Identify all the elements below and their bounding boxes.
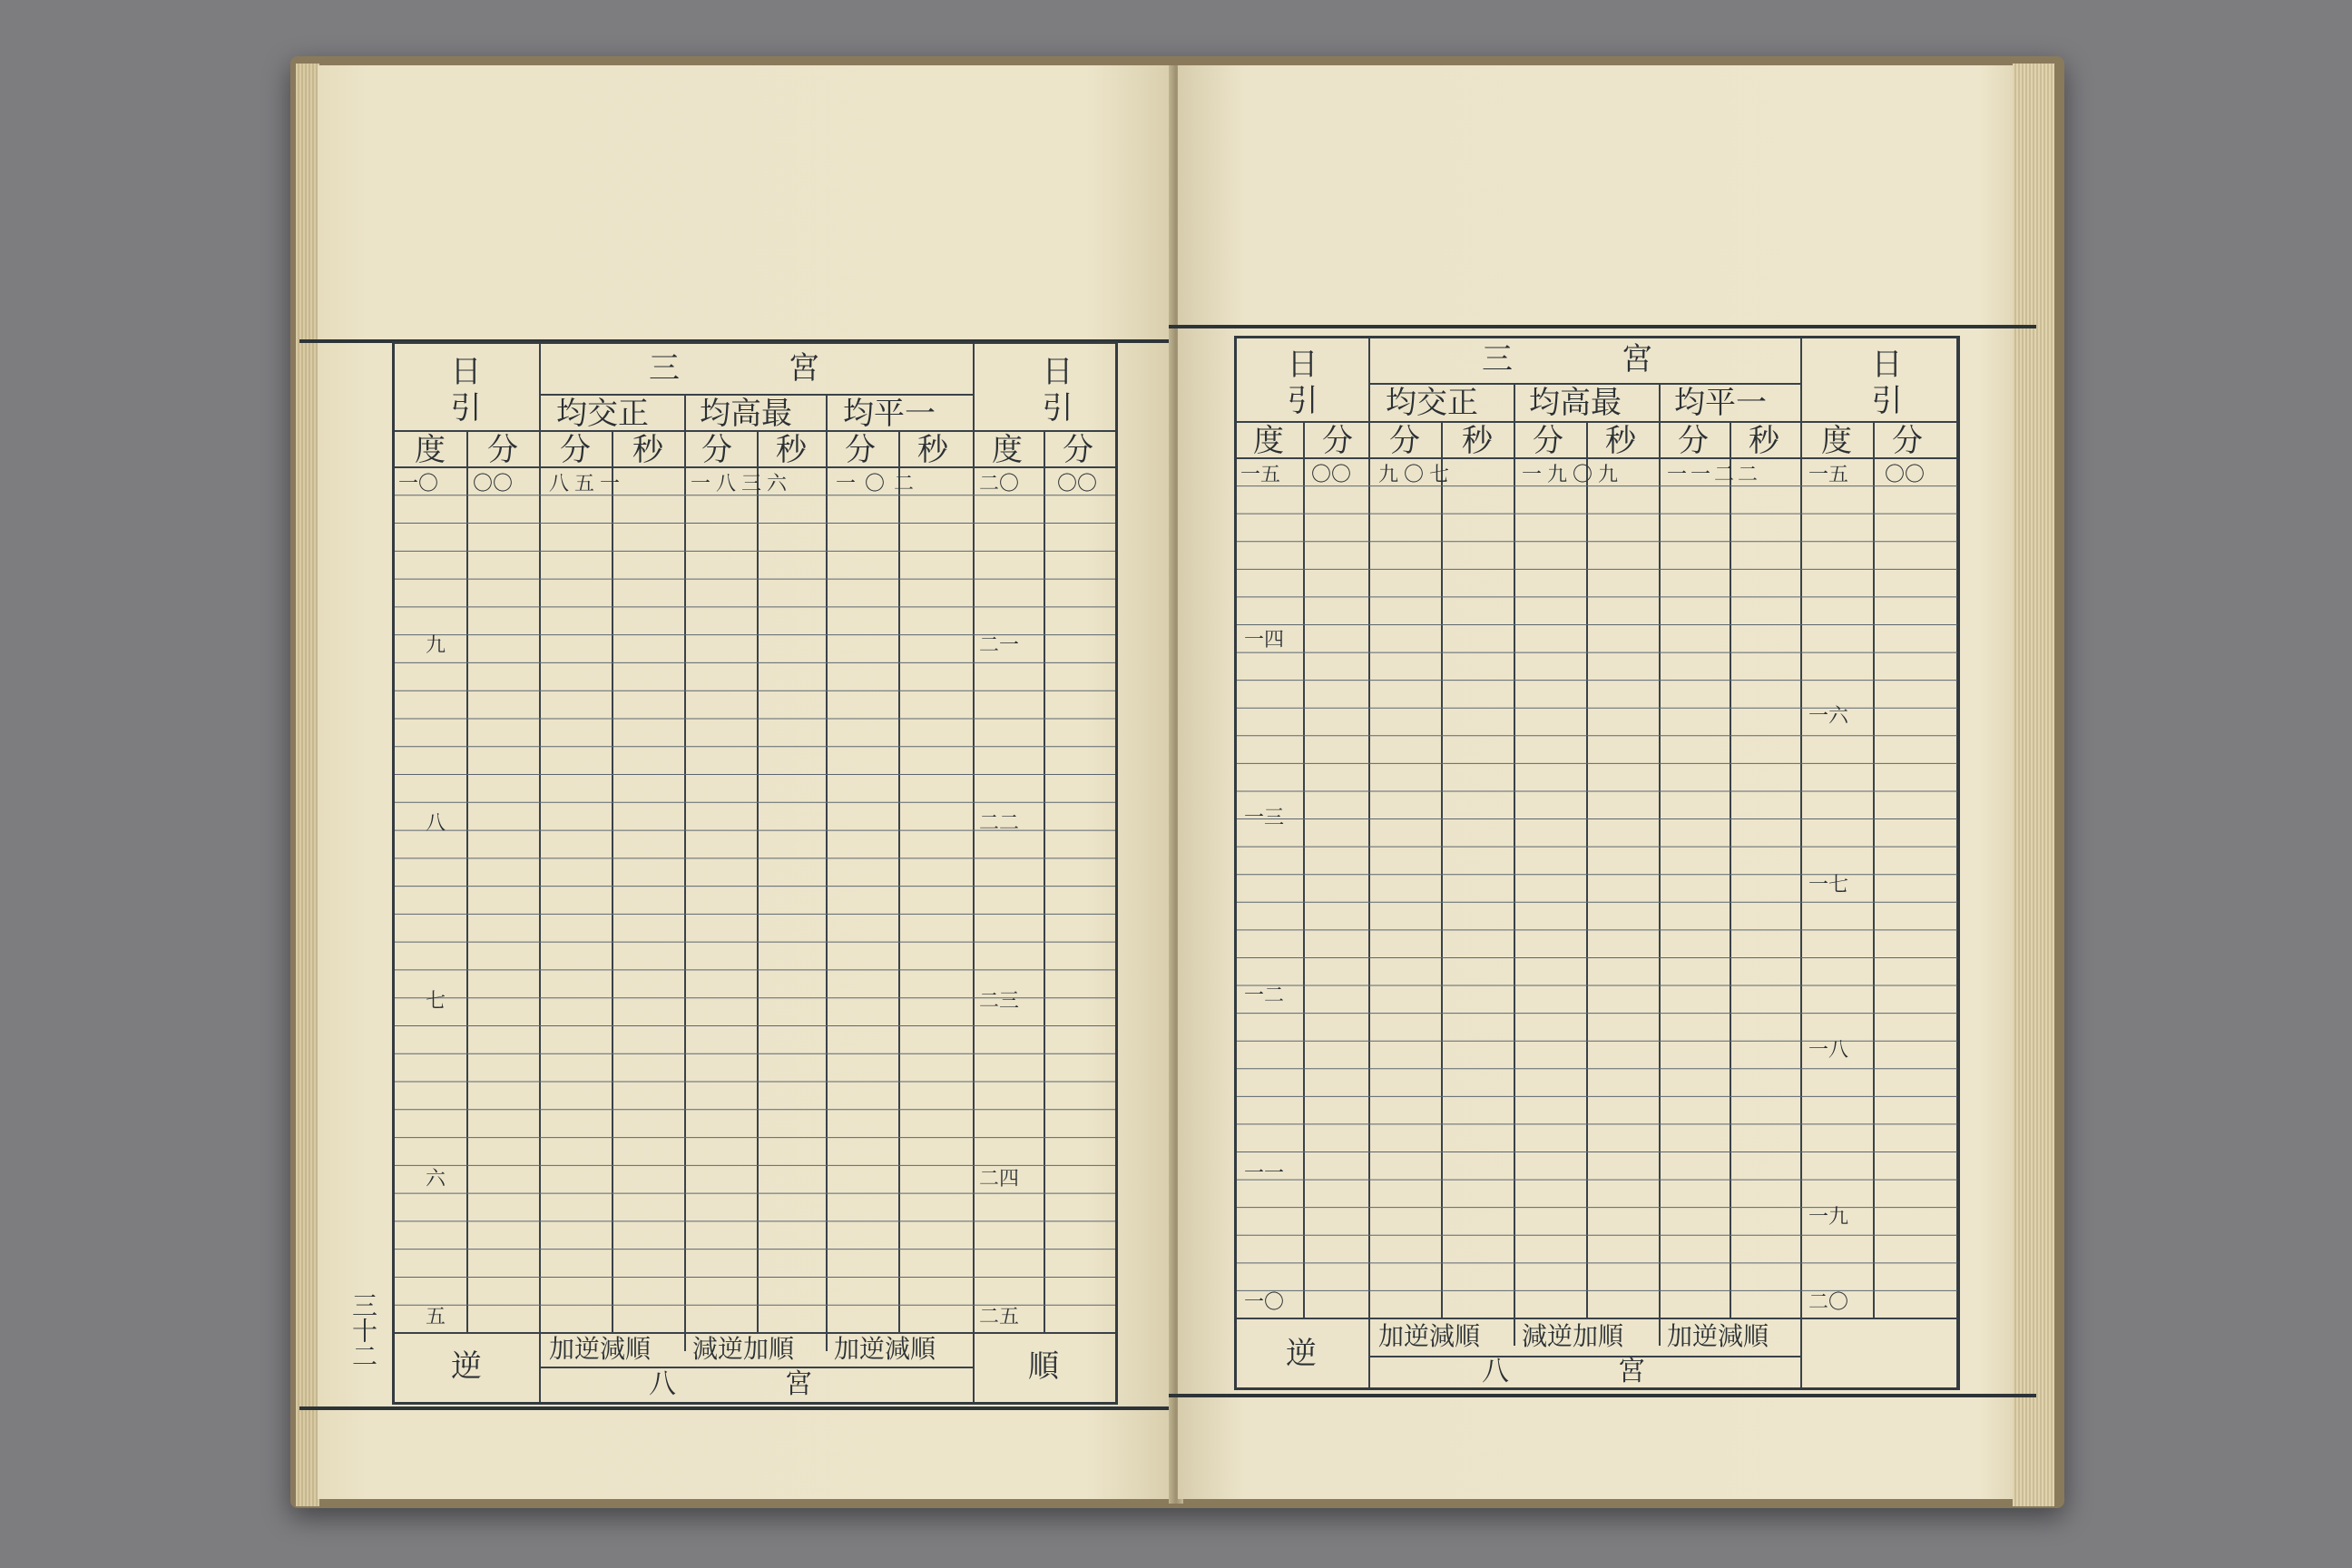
unit-header: 分: [1389, 423, 1420, 459]
footer-label: 加逆減順: [549, 1334, 652, 1364]
unit-header: 分: [560, 432, 591, 468]
deg-mark: 二四: [979, 1168, 1020, 1191]
first-row-col3: 一〇二: [836, 473, 924, 495]
first-row-rdeg: 二〇: [979, 473, 1020, 495]
sub-header-3: 均平一: [843, 396, 936, 432]
sub-header-2: 均高最: [700, 396, 792, 432]
deg-mark: 一〇: [1244, 1291, 1285, 1314]
first-row-col2: 一八三六: [691, 473, 793, 495]
unit-header: 度: [1253, 423, 1284, 459]
unit-header: 分: [1678, 423, 1709, 459]
unit-header: 分: [487, 432, 518, 468]
deg-mark: 二一: [979, 634, 1020, 657]
unit-header: 秒: [1462, 423, 1493, 459]
right-page-edges: [2013, 64, 2054, 1506]
deg-mark: 一四: [1244, 629, 1285, 652]
binding-thread-bottom: [1169, 1394, 2036, 1397]
right-table: [1234, 336, 1960, 1390]
first-row-min: 〇〇: [473, 473, 514, 495]
footer-label: 加逆減順: [834, 1334, 936, 1364]
unit-header: 秒: [1749, 423, 1779, 459]
unit-header: 度: [992, 432, 1023, 468]
deg-mark: 七: [426, 990, 446, 1013]
left-col-header: 日引: [1281, 348, 1318, 420]
deg-mark: 二二: [979, 812, 1020, 835]
deg-mark: 一一: [1244, 1162, 1285, 1185]
unit-header: 分: [701, 432, 732, 468]
deg-mark: 九: [426, 634, 446, 657]
left-table-grid: [395, 344, 1115, 1402]
deg-mark: 二〇: [1808, 1291, 1849, 1314]
sub-header-1: 均交正: [556, 396, 649, 432]
first-row-min: 〇〇: [1311, 464, 1352, 486]
footer-label: 加逆減順: [1667, 1321, 1769, 1351]
first-row-deg: 一五: [1240, 464, 1281, 486]
footer-right: 順: [1028, 1348, 1059, 1385]
first-row-deg: 一〇: [398, 473, 439, 495]
deg-mark: 一九: [1808, 1206, 1849, 1229]
unit-header: 秒: [632, 432, 663, 468]
deg-mark: 二三: [979, 990, 1020, 1013]
sub-header-2: 均高最: [1529, 385, 1622, 421]
unit-header: 度: [415, 432, 446, 468]
page-number: 三十二: [348, 1292, 378, 1368]
unit-header: 分: [845, 432, 876, 468]
binding-thread-bottom: [299, 1406, 1189, 1410]
unit-header: 度: [1821, 423, 1852, 459]
deg-mark: 一六: [1808, 705, 1849, 728]
footer-left: 逆: [451, 1348, 482, 1385]
unit-header: 分: [1533, 423, 1563, 459]
right-col-header: 日引: [1036, 355, 1073, 427]
footer-left: 逆: [1286, 1336, 1317, 1372]
deg-mark: 八: [426, 812, 446, 835]
group-title-bottom: 八宮: [1482, 1356, 1754, 1387]
right-page: [1178, 65, 2013, 1499]
unit-header: 分: [1322, 423, 1353, 459]
first-row-col3: 一一二二: [1667, 464, 1762, 486]
first-row-col1: 八五一: [549, 473, 626, 495]
sub-header-3: 均平一: [1674, 385, 1767, 421]
unit-header: 秒: [776, 432, 807, 468]
group-title-bottom: 八宮: [649, 1368, 921, 1400]
left-col-header: 日引: [445, 355, 481, 427]
left-page: [318, 65, 1173, 1499]
right-col-header: 日引: [1866, 348, 1902, 420]
deg-mark: 一七: [1808, 874, 1849, 897]
footer-label: 加逆減順: [1378, 1321, 1481, 1351]
sub-header-1: 均交正: [1386, 385, 1478, 421]
first-row-col1: 九〇七: [1378, 464, 1455, 486]
right-table-grid: [1237, 338, 1957, 1387]
binding-thread-top: [1169, 325, 2036, 328]
first-row-rmin: 〇〇: [1885, 464, 1926, 486]
left-table: [392, 341, 1118, 1405]
deg-mark: 一八: [1808, 1039, 1849, 1062]
first-row-rdeg: 一五: [1808, 464, 1849, 486]
deg-mark: 一二: [1244, 985, 1285, 1007]
deg-mark: 五: [426, 1306, 446, 1328]
deg-mark: 一三: [1244, 807, 1285, 829]
first-row-rmin: 〇〇: [1057, 473, 1098, 495]
first-row-col2: 一九〇九: [1522, 464, 1624, 486]
unit-header: 分: [1063, 432, 1093, 468]
footer-label: 減逆加順: [692, 1334, 795, 1364]
left-page-edges: [296, 64, 319, 1506]
unit-header: 分: [1892, 423, 1923, 459]
unit-header: 秒: [917, 432, 948, 468]
unit-header: 秒: [1605, 423, 1636, 459]
deg-mark: 六: [426, 1168, 446, 1191]
footer-label: 減逆加順: [1522, 1321, 1624, 1351]
deg-mark: 二五: [979, 1306, 1020, 1328]
group-title-top: 三宮: [649, 350, 928, 387]
group-title-top: 三宮: [1482, 341, 1761, 377]
